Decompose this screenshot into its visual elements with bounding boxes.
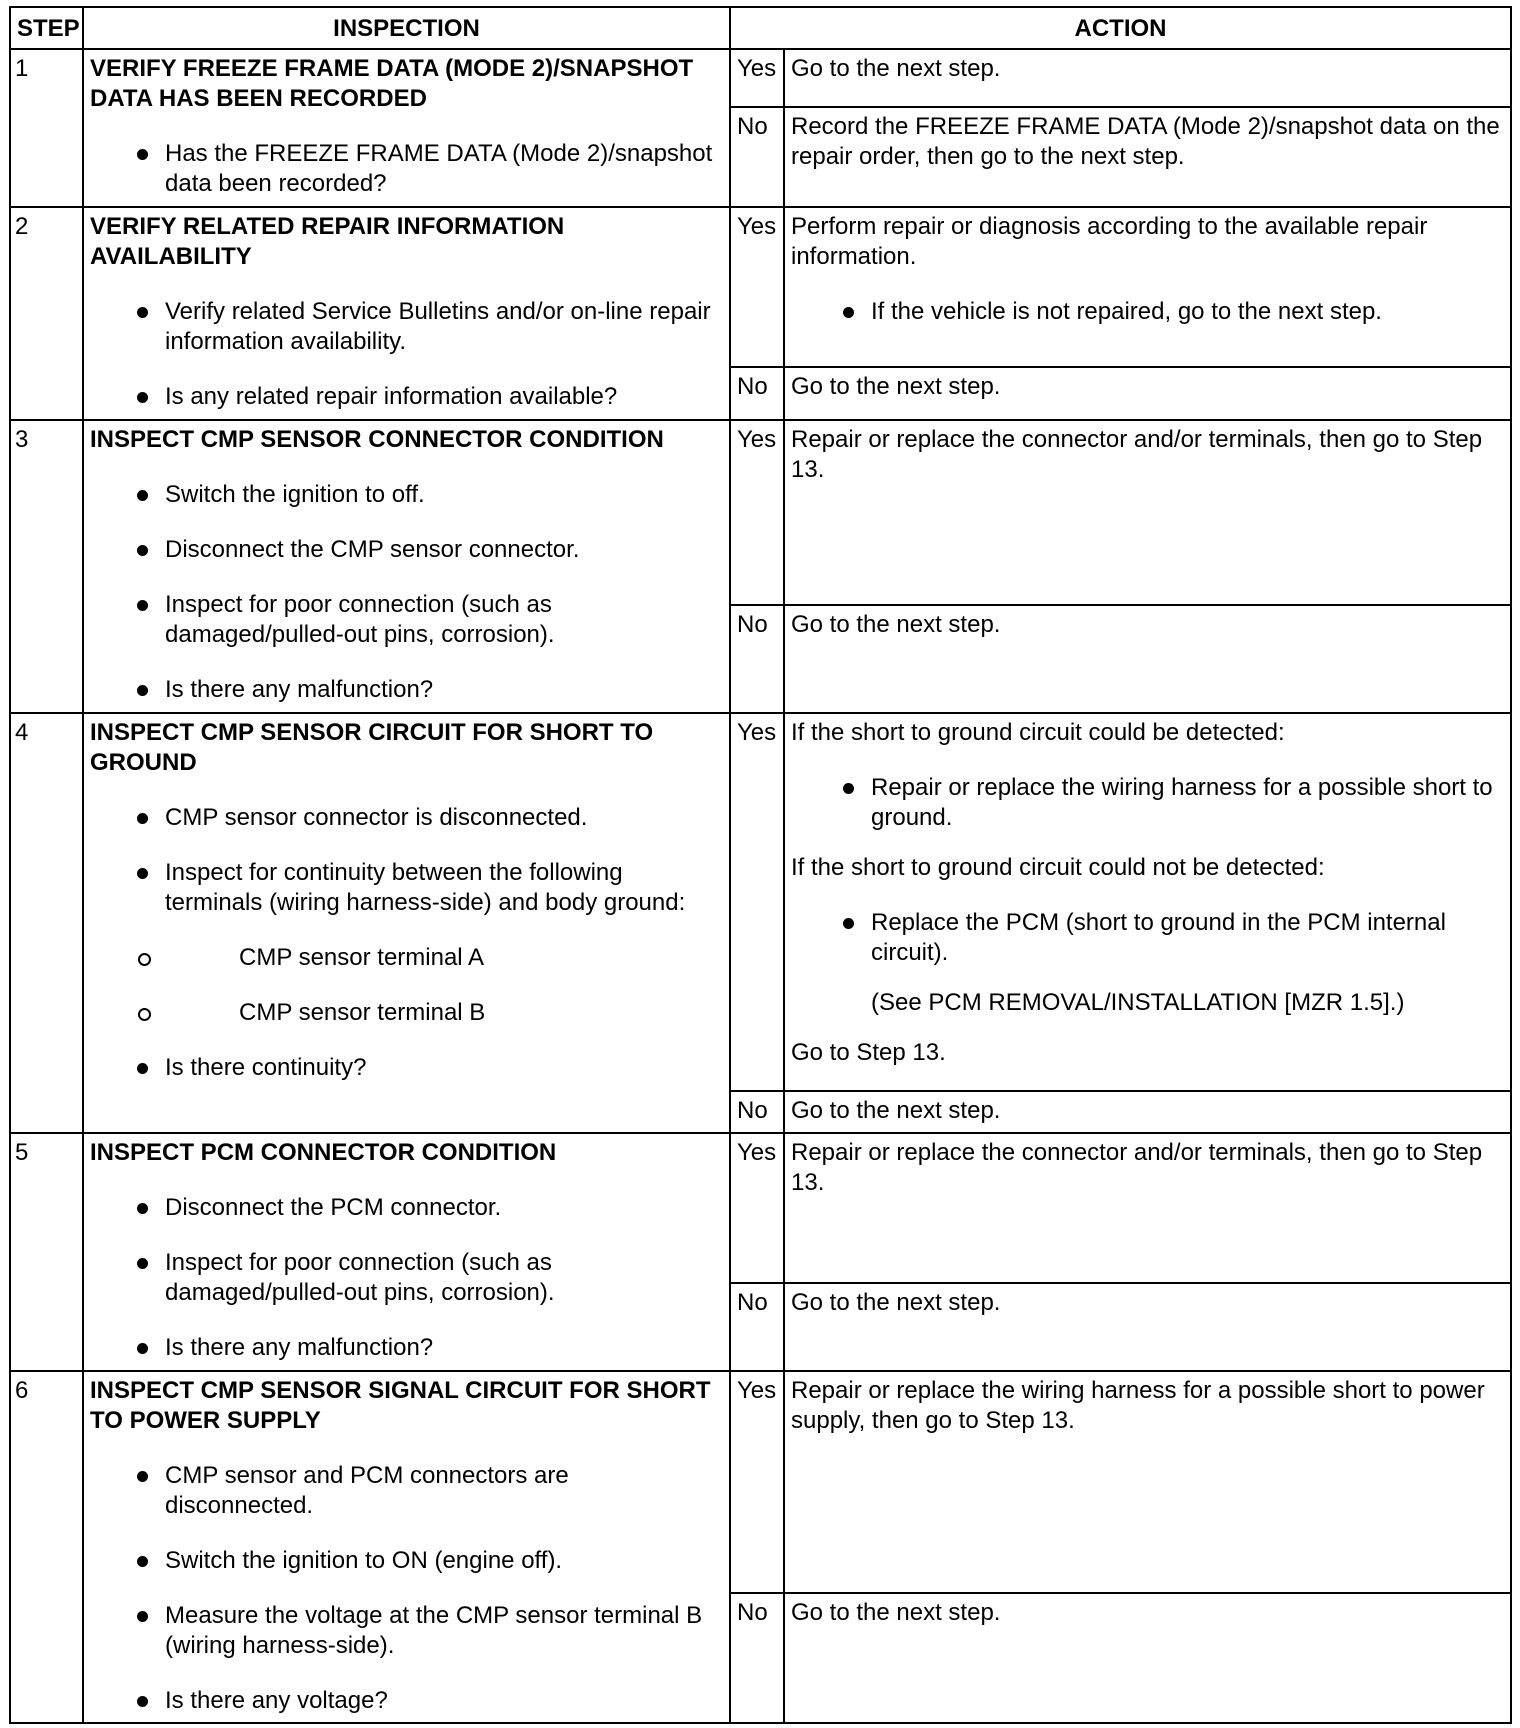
step-title: INSPECT CMP SENSOR CONNECTOR CONDITION	[90, 426, 664, 453]
list-item: Switch the ignition to ON (engine off).	[90, 1546, 723, 1576]
yes-label: Yes	[730, 1371, 784, 1593]
header-step: STEP	[10, 7, 83, 49]
list-item: Disconnect the PCM connector.	[90, 1193, 723, 1223]
inspection-list	[90, 297, 723, 412]
action-list	[791, 773, 1504, 833]
step-2-yes-row	[10, 207, 1511, 367]
list-item: CMP sensor terminal A	[90, 943, 723, 973]
step-title: INSPECT CMP SENSOR SIGNAL CIRCUIT FOR SHORT TO POWER SUPPLY	[90, 1377, 711, 1434]
list-item: Is there any malfunction?	[90, 675, 723, 705]
step-number: 5	[10, 1133, 83, 1371]
yes-not-detected-text: If the short to ground circuit could not be detected:	[791, 854, 1325, 881]
yes-action-cell	[784, 713, 1511, 1091]
yes-action: Repair or replace the connector and/or terminals, then go to Step 13.	[784, 420, 1511, 605]
yes-action: Repair or replace the wiring harness for a possible short to power supply, then go to Step 13.	[784, 1371, 1511, 1593]
list-item: CMP sensor and PCM connectors are disconnected.	[90, 1461, 723, 1521]
list-item: Disconnect the CMP sensor connector.	[90, 535, 723, 565]
list-item: CMP sensor terminal B	[90, 998, 723, 1028]
step-6-yes-row	[10, 1371, 1511, 1593]
step-number: 6	[10, 1371, 83, 1723]
list-item: Repair or replace the wiring harness for a possible short to ground.	[791, 773, 1504, 833]
inspection-list	[90, 139, 723, 199]
no-label: No	[730, 1593, 784, 1723]
terminal-list	[90, 943, 723, 1028]
list-item: If the vehicle is not repaired, go to the next step.	[791, 297, 1504, 327]
step-number: 4	[10, 713, 83, 1133]
inspection-cell	[83, 420, 730, 713]
inspection-cell	[83, 49, 730, 207]
list-item: Has the FREEZE FRAME DATA (Mode 2)/snapshot data been recorded?	[90, 139, 723, 199]
action-list	[791, 297, 1504, 327]
no-action: Go to the next step.	[784, 1091, 1511, 1133]
yes-label: Yes	[730, 49, 784, 107]
inspection-list	[90, 1461, 723, 1716]
list-item: Inspect for poor connection (such as damaged/pulled-out pins, corrosion).	[90, 590, 723, 650]
diagnostic-procedure-sheet	[9, 6, 1512, 1724]
step-4-yes-row	[10, 713, 1511, 1091]
list-item: Is there any malfunction?	[90, 1333, 723, 1363]
list-item-text: Inspect for continuity between the following terminals (wiring harness-side) and body ground:	[165, 859, 686, 916]
yes-label: Yes	[730, 1133, 784, 1283]
no-label: No	[730, 605, 784, 713]
list-item: Replace the PCM (short to ground in the PCM internal circuit).	[791, 908, 1504, 968]
list-item: Switch the ignition to off.	[90, 480, 723, 510]
list-item: Verify related Service Bulletins and/or on-line repair information availability.	[90, 297, 723, 357]
step-title: INSPECT CMP SENSOR CIRCUIT FOR SHORT TO GROUND	[90, 719, 654, 776]
no-label: No	[730, 367, 784, 420]
inspection-list	[90, 803, 723, 1083]
header-inspection: INSPECTION	[83, 7, 730, 49]
yes-action: Go to the next step.	[784, 49, 1511, 107]
no-action: Record the FREEZE FRAME DATA (Mode 2)/snapshot data on the repair order, then go to the next step.	[784, 107, 1511, 207]
list-item: Is any related repair information available?	[90, 382, 723, 412]
step-number: 2	[10, 207, 83, 420]
yes-label: Yes	[730, 207, 784, 367]
yes-action: Repair or replace the connector and/or terminals, then go to Step 13.	[784, 1133, 1511, 1283]
no-action: Go to the next step.	[784, 367, 1511, 420]
list-item: Inspect for poor connection (such as damaged/pulled-out pins, corrosion).	[90, 1248, 723, 1308]
inspection-list	[90, 480, 723, 705]
yes-detected-text: If the short to ground circuit could be detected:	[791, 719, 1285, 746]
no-label: No	[730, 107, 784, 207]
list-item: CMP sensor connector is disconnected.	[90, 803, 723, 833]
reference-note: (See PCM REMOVAL/INSTALLATION [MZR 1.5].)	[871, 989, 1405, 1016]
step-number: 3	[10, 420, 83, 713]
no-label: No	[730, 1091, 784, 1133]
header-action: ACTION	[730, 7, 1511, 49]
step-title: VERIFY RELATED REPAIR INFORMATION AVAILABILITY	[90, 213, 565, 270]
action-list	[791, 908, 1504, 968]
step-number: 1	[10, 49, 83, 207]
no-action: Go to the next step.	[784, 1283, 1511, 1371]
yes-goto-text: Go to Step 13.	[791, 1039, 946, 1066]
step-title: VERIFY FREEZE FRAME DATA (MODE 2)/SNAPSHOT DATA HAS BEEN RECORDED	[90, 55, 694, 112]
list-item: Is there any voltage?	[90, 1686, 723, 1716]
yes-action-cell	[784, 207, 1511, 367]
inspection-cell	[83, 1371, 730, 1723]
yes-action: Perform repair or diagnosis according to the available repair information.	[791, 213, 1428, 270]
list-item	[90, 858, 723, 1028]
step-1-yes-row	[10, 49, 1511, 107]
no-action: Go to the next step.	[784, 1593, 1511, 1723]
inspection-list	[90, 1193, 723, 1363]
inspection-cell	[83, 207, 730, 420]
no-label: No	[730, 1283, 784, 1371]
yes-label: Yes	[730, 420, 784, 605]
inspection-cell	[83, 1133, 730, 1371]
diagnostic-table	[9, 6, 1512, 1724]
yes-label: Yes	[730, 713, 784, 1091]
list-item: Measure the voltage at the CMP sensor terminal B (wiring harness-side).	[90, 1601, 723, 1661]
header-row	[10, 7, 1511, 49]
step-title: INSPECT PCM CONNECTOR CONDITION	[90, 1139, 557, 1166]
inspection-cell	[83, 713, 730, 1133]
no-action: Go to the next step.	[784, 605, 1511, 713]
list-item: Is there continuity?	[90, 1053, 723, 1083]
step-3-yes-row	[10, 420, 1511, 605]
step-5-yes-row	[10, 1133, 1511, 1283]
